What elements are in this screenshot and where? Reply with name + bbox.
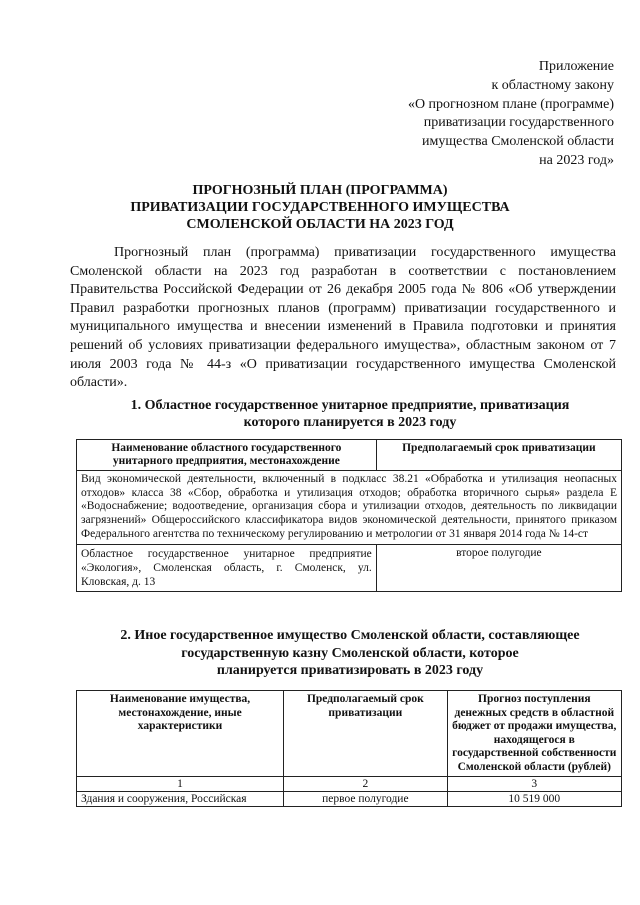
property-amount-cell: 10 519 000 <box>447 792 621 807</box>
annex-line: к областному закону <box>491 77 614 93</box>
section1-org-cell: Областное государственное унитарное предприятие «Экология», Смоленская область, г. Смоленск, ул. Кловская, д. 13 <box>77 544 377 591</box>
section2-header-forecast: Прогноз поступления денежных средств в областной бюджет от продажи имущества, находящегося в государственной собственности Смоленской области (рублей) <box>447 691 621 777</box>
section2-table <box>76 690 622 807</box>
section1-heading-line: которого планируется в 2023 году <box>243 415 457 430</box>
annex-line: имущества Смоленской области <box>422 134 614 150</box>
intro-paragraph <box>70 244 616 393</box>
section2-heading-line: 2. Иное государственное имущество Смоленской области, составляющее <box>120 628 580 643</box>
column-number: 2 <box>284 777 448 792</box>
section1-activity-row: Вид экономической деятельности, включенный в подкласс 38.21 «Обработка и утилизация неопасных отходов» класса 38 «Сбор, обработка и утилизация отходов; обработка вторичного сырья» раздела Е «Водоснабжение; водоотведение, организация сбора и утилизации отходов, деятельность по ликвидации загрязнений» Общероссийского классификатора видов экономической деятельности, принятого приказом Федерального агентства по техническому регулированию и метрологии от 31 января 2014 года № 14-ст <box>77 471 622 545</box>
section2-heading <box>80 627 620 680</box>
section2-heading-line: государственную казну Смоленской области, которое <box>181 645 519 661</box>
annex-line: «О прогнозном плане (программе) <box>407 96 614 112</box>
section1-table <box>76 439 622 592</box>
property-term-cell: первое полугодие <box>284 792 448 807</box>
title-line: СМОЛЕНСКОЙ ОБЛАСТИ НА 2023 ГОД <box>186 217 454 232</box>
section2-header-name: Наименование имущества, местонахождение, иные характеристики <box>77 691 284 777</box>
section1-term-cell: второе полугодие <box>376 544 621 591</box>
section1-heading-line: 1. Областное государственное унитарное предприятие, приватизация <box>130 398 570 413</box>
annex-line: на 2023 год» <box>539 152 614 168</box>
column-number: 3 <box>447 777 621 792</box>
intro-text: Прогнозный план (программа) приватизации государственного имущества Смоленской области на 2023 год разработан в соответствии с постановлением Правительства Российской Федерации от 26 декабря 2005 года № 806 «Об утверждении Правил разработки прогнозных планов (программ) приватизации государственного и муниципального имущества и внесении изменений в Правила подготовки и принятия решений об условиях приватизации федерального имущества», областным законом от 7 июля 2003 года № 44-з «О приватизации государственного имущества Смоленской области». <box>70 245 616 391</box>
section1-header-name: Наименование областного государственного унитарного предприятия, местонахождение <box>77 440 377 471</box>
section1-heading <box>80 397 620 431</box>
section2-heading-line: планируется приватизировать в 2023 году <box>216 663 484 678</box>
column-number: 1 <box>77 777 284 792</box>
section2-header-term: Предполагаемый срок приватизации <box>284 691 448 777</box>
annex-line: Приложение <box>538 59 614 74</box>
document-title <box>40 182 600 233</box>
annex-line: приватизации государственного <box>423 115 614 131</box>
title-line: ПРИВАТИЗАЦИИ ГОСУДАРСТВЕННОГО ИМУЩЕСТВА <box>130 200 510 215</box>
annex-note <box>408 58 614 171</box>
property-name-cell: Здания и сооружения, Российская <box>77 792 284 807</box>
section1-header-term: Предполагаемый срок приватизации <box>376 440 621 471</box>
title-line: ПРОГНОЗНЫЙ ПЛАН (ПРОГРАММА) <box>192 183 448 198</box>
